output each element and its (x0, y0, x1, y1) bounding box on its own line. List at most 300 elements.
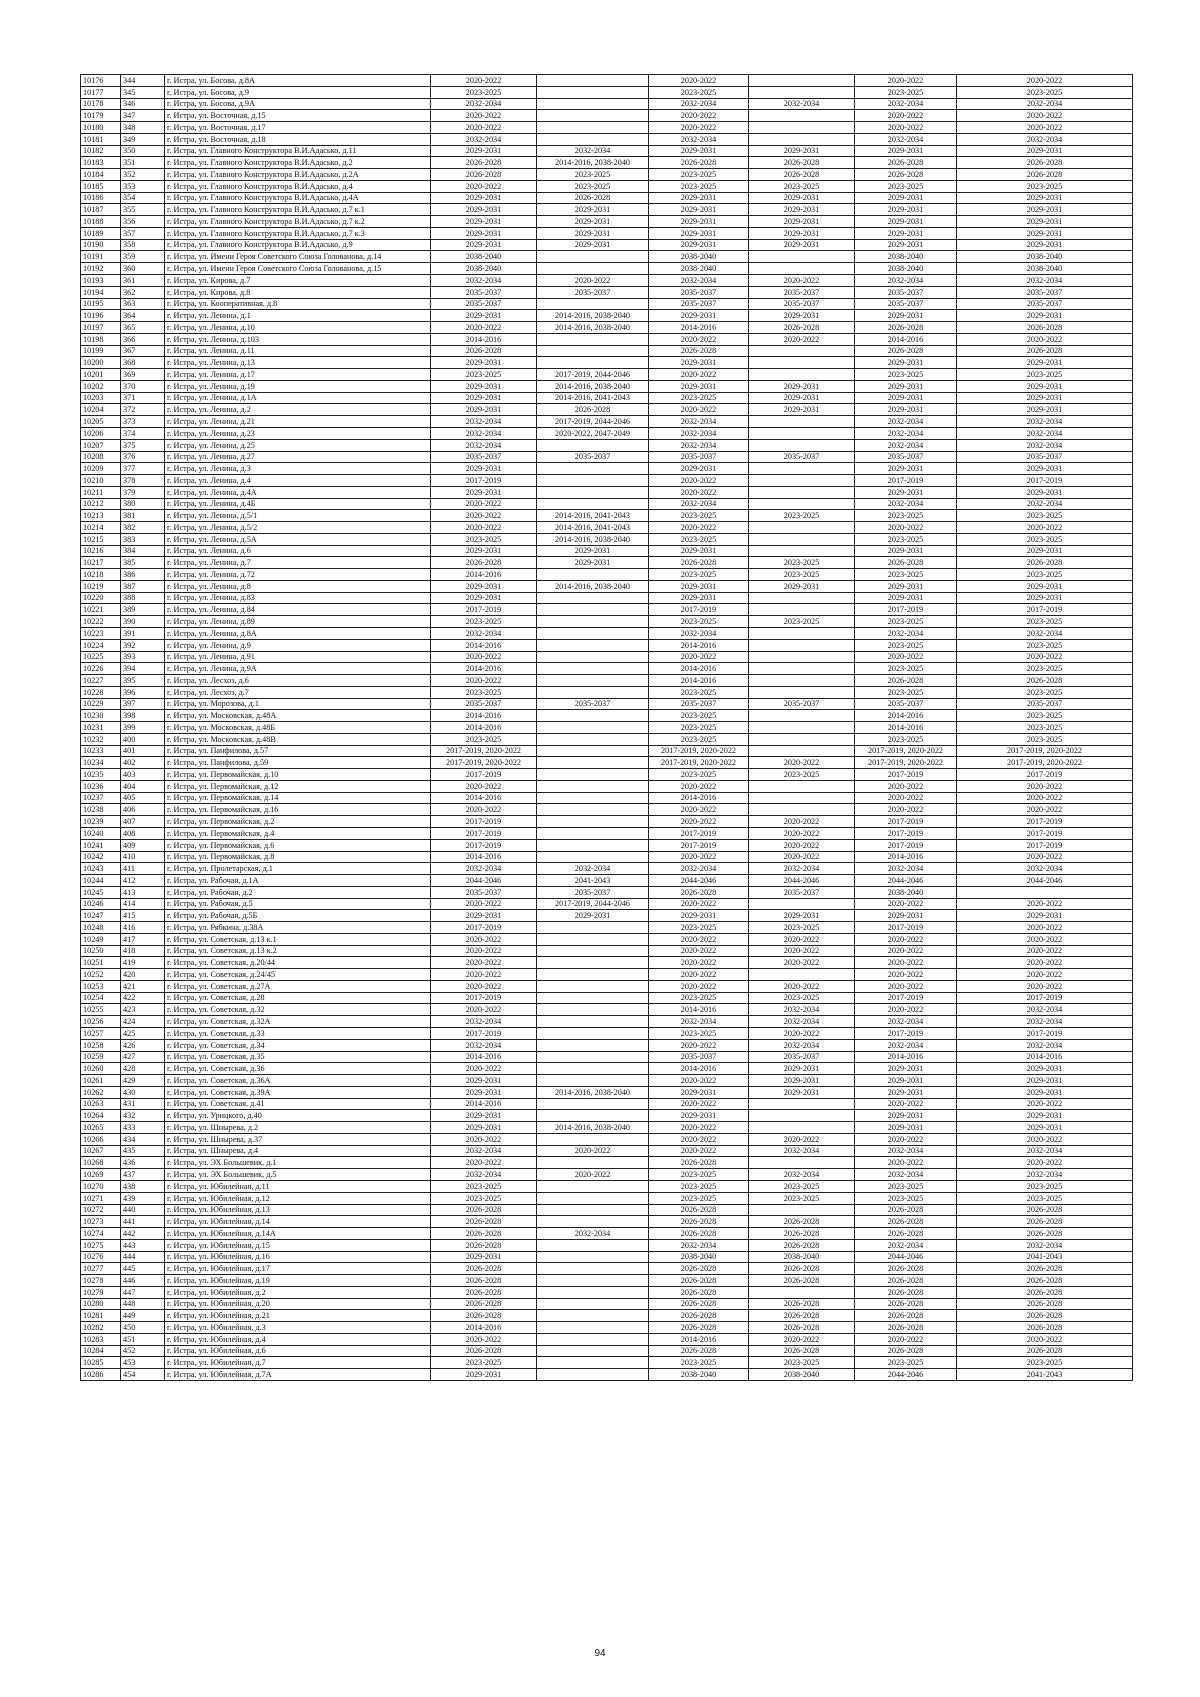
table-cell: 2029-2031 (649, 310, 749, 322)
table-cell: 2029-2031 (957, 357, 1133, 369)
table-cell: 2035-2037 (537, 698, 649, 710)
table-cell (749, 745, 855, 757)
table-cell: 2023-2025 (649, 733, 749, 745)
table-row (81, 298, 1133, 310)
table-cell: 2029-2031 (431, 380, 537, 392)
table-cell: 2017-2019 (431, 475, 537, 487)
table-cell: 2029-2031 (855, 1075, 957, 1087)
table-cell: г. Истра, ул. Босова, д.8А (165, 75, 431, 87)
table-cell: 2032-2034 (855, 416, 957, 428)
table-cell: 2026-2028 (431, 1263, 537, 1275)
table-row (81, 380, 1133, 392)
table-cell (537, 1098, 649, 1110)
table-cell: 2020-2022 (431, 651, 537, 663)
table-row (81, 1180, 1133, 1192)
table-cell: 10179 (81, 110, 121, 122)
table-row (81, 310, 1133, 322)
table-cell: 2017-2019, 2020-2022 (855, 745, 957, 757)
table-cell: г. Истра, ул. Ленина, д.8А (165, 627, 431, 639)
table-cell: 414 (121, 898, 165, 910)
table-cell: 2029-2031 (855, 592, 957, 604)
table-cell: 2029-2031 (855, 1110, 957, 1122)
table-cell: 10273 (81, 1216, 121, 1228)
table-cell: г. Истра, ул. Восточная, д.15 (165, 110, 431, 122)
table-cell: 2029-2031 (749, 404, 855, 416)
table-row (81, 1086, 1133, 1098)
table-cell: 422 (121, 992, 165, 1004)
table-cell: 10238 (81, 804, 121, 816)
table-cell: 2032-2034 (649, 427, 749, 439)
table-cell: 2029-2031 (855, 227, 957, 239)
table-cell: г. Истра, ул. Главного Конструктора В.И.Адасько, д.2 (165, 157, 431, 169)
table-row (81, 910, 1133, 922)
table-cell: 2023-2025 (957, 722, 1133, 734)
table-cell: 2044-2046 (855, 1251, 957, 1263)
table-cell: 2020-2022 (957, 522, 1133, 534)
table-cell: 364 (121, 310, 165, 322)
table-cell: 2029-2031 (957, 1110, 1133, 1122)
table-cell: 402 (121, 757, 165, 769)
table-cell: 2032-2034 (649, 1239, 749, 1251)
table-row (81, 898, 1133, 910)
table-cell: 2014-2016 (649, 322, 749, 334)
table-cell: 2026-2028 (431, 1310, 537, 1322)
table-cell: 2023-2025 (649, 169, 749, 181)
table-cell: 2029-2031 (431, 463, 537, 475)
table-cell: 2035-2037 (431, 886, 537, 898)
table-cell: 2029-2031 (431, 910, 537, 922)
table-cell: 2029-2031 (537, 545, 649, 557)
table-cell: 2035-2037 (537, 451, 649, 463)
table-cell: 10244 (81, 875, 121, 887)
table-cell: 2020-2022 (855, 933, 957, 945)
table-cell: г. Истра, ул. Советская, д.32А (165, 1016, 431, 1028)
table-cell: г. Истра, ул. Первомайская, д.12 (165, 780, 431, 792)
table-cell: г. Истра, ул. Советская, д.39А (165, 1086, 431, 1098)
table-cell (537, 804, 649, 816)
table-cell: 2032-2034 (855, 498, 957, 510)
table-cell: 370 (121, 380, 165, 392)
table-cell: 2029-2031 (537, 239, 649, 251)
table-cell: 449 (121, 1310, 165, 1322)
table-row (81, 569, 1133, 581)
table-row (81, 851, 1133, 863)
table-cell (537, 263, 649, 275)
table-cell (749, 604, 855, 616)
table-cell: 10252 (81, 969, 121, 981)
table-cell: 10275 (81, 1239, 121, 1251)
table-cell: 2020-2022 (749, 1333, 855, 1345)
table-cell: 444 (121, 1251, 165, 1263)
table-cell: 2032-2034 (749, 863, 855, 875)
table-cell: 2035-2037 (957, 698, 1133, 710)
table-cell: 10271 (81, 1192, 121, 1204)
table-cell: 10276 (81, 1251, 121, 1263)
table-cell: 2029-2031 (537, 557, 649, 569)
table-cell: 2026-2028 (957, 322, 1133, 334)
table-cell: 2014-2016 (649, 1004, 749, 1016)
table-cell: 2020-2022 (855, 1157, 957, 1169)
table-cell: 10239 (81, 816, 121, 828)
table-cell (537, 110, 649, 122)
table-cell: 2017-2019, 2020-2022 (957, 745, 1133, 757)
table-cell: 2032-2034 (957, 416, 1133, 428)
table-cell: г. Истра, ул. Юбилейная, д.16 (165, 1251, 431, 1263)
table-cell: 2023-2025 (855, 533, 957, 545)
table-cell: 2020-2022 (749, 828, 855, 840)
table-cell: 2023-2025 (649, 686, 749, 698)
table-cell: 2029-2031 (957, 545, 1133, 557)
table-cell: 2020-2022 (749, 945, 855, 957)
table-cell: 2023-2025 (957, 569, 1133, 581)
table-cell: 2023-2025 (431, 1357, 537, 1369)
table-cell: 10221 (81, 604, 121, 616)
table-row (81, 451, 1133, 463)
table-cell: 2032-2034 (957, 98, 1133, 110)
table-cell: 2035-2037 (537, 286, 649, 298)
table-cell: 10251 (81, 957, 121, 969)
table-cell: 2029-2031 (855, 204, 957, 216)
table-cell: 10286 (81, 1369, 121, 1381)
table-cell: 2020-2022 (431, 180, 537, 192)
table-cell: 10278 (81, 1275, 121, 1287)
table-cell: 2020-2022 (957, 122, 1133, 134)
table-cell (749, 969, 855, 981)
table-cell: г. Истра, ул. Ленина, д.8 (165, 580, 431, 592)
table-cell: 2029-2031 (431, 1369, 537, 1381)
table-cell: 10223 (81, 627, 121, 639)
table-cell: 2014-2016, 2041-2043 (537, 522, 649, 534)
table-cell: 2014-2016 (649, 1333, 749, 1345)
table-cell: г. Истра, ул. Рабочая, д.1А (165, 875, 431, 887)
table-cell (537, 922, 649, 934)
table-cell: 10197 (81, 322, 121, 334)
table-cell: 411 (121, 863, 165, 875)
table-cell: 2017-2019 (855, 816, 957, 828)
table-row (81, 616, 1133, 628)
table-cell: г. Истра, ул. Первомайская, д.2 (165, 816, 431, 828)
table-cell: 2032-2034 (649, 275, 749, 287)
table-row (81, 957, 1133, 969)
table-cell: г. Истра, ул. Ленина, д.4 (165, 475, 431, 487)
table-cell: 2017-2019 (957, 604, 1133, 616)
table-cell (749, 627, 855, 639)
table-cell: 2014-2016, 2038-2040 (537, 380, 649, 392)
table-cell (537, 639, 649, 651)
table-row (81, 286, 1133, 298)
table-cell: 360 (121, 263, 165, 275)
table-cell: 2020-2022 (649, 945, 749, 957)
table-cell: 2023-2025 (649, 392, 749, 404)
table-cell: 2023-2025 (957, 1357, 1133, 1369)
table-cell (537, 992, 649, 1004)
table-cell: 376 (121, 451, 165, 463)
table-cell: г. Истра, ул. Советская, д.28 (165, 992, 431, 1004)
table-cell: 374 (121, 427, 165, 439)
table-cell (537, 969, 649, 981)
table-cell: 434 (121, 1133, 165, 1145)
table-cell: г. Истра, ул. Ленина, д.25 (165, 439, 431, 451)
table-cell: г. Истра, ул. Ленина, д.6 (165, 545, 431, 557)
table-cell: 2032-2034 (957, 439, 1133, 451)
table-cell: 2029-2031 (749, 145, 855, 157)
table-cell: 2020-2022, 2047-2049 (537, 427, 649, 439)
table-cell (537, 933, 649, 945)
table-cell: 2023-2025 (749, 616, 855, 628)
table-cell (537, 1180, 649, 1192)
table-cell: 2026-2028 (431, 1228, 537, 1240)
table-cell: 2029-2031 (855, 463, 957, 475)
table-cell: г. Истра, ул. Ленина, д.2 (165, 404, 431, 416)
table-cell: 10265 (81, 1122, 121, 1134)
table-cell (537, 345, 649, 357)
table-cell (749, 122, 855, 134)
table-cell: 2029-2031 (957, 580, 1133, 592)
table-cell: 10211 (81, 486, 121, 498)
table-cell: 10202 (81, 380, 121, 392)
table-cell: 2023-2025 (855, 86, 957, 98)
table-cell: 2020-2022 (957, 969, 1133, 981)
table-cell: 10192 (81, 263, 121, 275)
table-cell: 2020-2022 (855, 1098, 957, 1110)
table-cell: 2023-2025 (649, 1028, 749, 1040)
table-cell: 345 (121, 86, 165, 98)
table-cell: 2026-2028 (649, 557, 749, 569)
table-cell: 2026-2028 (749, 1345, 855, 1357)
table-cell: 2032-2034 (957, 1016, 1133, 1028)
table-cell: 2035-2037 (431, 298, 537, 310)
table-cell: г. Истра, ул. Первомайская, д.4 (165, 828, 431, 840)
table-cell: 2020-2022 (855, 957, 957, 969)
table-cell: 2032-2034 (649, 416, 749, 428)
table-cell: 2020-2022 (957, 1157, 1133, 1169)
table-cell: 2020-2022 (855, 898, 957, 910)
table-row (81, 369, 1133, 381)
table-row (81, 204, 1133, 216)
table-cell: 2020-2022 (957, 851, 1133, 863)
table-cell: 2023-2025 (749, 1180, 855, 1192)
table-cell: 2023-2025 (855, 510, 957, 522)
table-cell: 2020-2022 (749, 275, 855, 287)
table-cell: 2032-2034 (957, 1239, 1133, 1251)
table-cell: г. Истра, ул. Шнырева, д.4 (165, 1145, 431, 1157)
table-cell: 10268 (81, 1157, 121, 1169)
table-cell: 2029-2031 (431, 1110, 537, 1122)
table-cell (537, 663, 649, 675)
table-cell: 10210 (81, 475, 121, 487)
table-cell: 10257 (81, 1028, 121, 1040)
table-cell: 450 (121, 1322, 165, 1334)
table-cell: 2020-2022 (431, 110, 537, 122)
table-cell: 405 (121, 792, 165, 804)
table-cell: 2023-2025 (649, 86, 749, 98)
table-cell: 2026-2028 (855, 1204, 957, 1216)
table-row (81, 86, 1133, 98)
table-cell: 2029-2031 (431, 404, 537, 416)
table-cell: 2029-2031 (855, 1063, 957, 1075)
table-cell: 2020-2022 (431, 1333, 537, 1345)
table-row (81, 1051, 1133, 1063)
table-cell: 10178 (81, 98, 121, 110)
table-row (81, 886, 1133, 898)
table-cell (537, 733, 649, 745)
table-cell: 2017-2019 (431, 769, 537, 781)
table-row (81, 110, 1133, 122)
table-cell: 2014-2016 (431, 710, 537, 722)
table-cell: 2029-2031 (431, 486, 537, 498)
table-cell: 2020-2022 (855, 110, 957, 122)
table-cell: 2020-2022 (649, 522, 749, 534)
table-cell: 352 (121, 169, 165, 181)
table-cell: 2017-2019 (431, 1028, 537, 1040)
table-cell: 10189 (81, 227, 121, 239)
table-cell: 10243 (81, 863, 121, 875)
table-cell: 408 (121, 828, 165, 840)
table-cell: 2020-2022 (649, 957, 749, 969)
table-cell: 2026-2028 (537, 192, 649, 204)
table-cell (537, 957, 649, 969)
table-cell (749, 533, 855, 545)
table-cell: г. Истра, ул. Ленина, д.83 (165, 592, 431, 604)
table-cell: 2029-2031 (957, 404, 1133, 416)
table-cell: 2026-2028 (855, 1228, 957, 1240)
table-cell (537, 498, 649, 510)
table-row (81, 322, 1133, 334)
table-cell: 2023-2025 (957, 710, 1133, 722)
table-cell: г. Истра, ул. Восточная, д.18 (165, 133, 431, 145)
table-cell: 348 (121, 122, 165, 134)
table-cell: 10193 (81, 275, 121, 287)
table-cell: 2026-2028 (957, 157, 1133, 169)
table-cell: 383 (121, 533, 165, 545)
table-cell: 2020-2022 (537, 275, 649, 287)
table-cell: 2023-2025 (649, 922, 749, 934)
table-row (81, 686, 1133, 698)
table-cell: г. Истра, ул. Ленина, д.11 (165, 345, 431, 357)
table-row (81, 722, 1133, 734)
table-cell: 2029-2031 (957, 310, 1133, 322)
table-cell: 2020-2022 (649, 1039, 749, 1051)
table-cell: 2020-2022 (957, 804, 1133, 816)
table-cell: 440 (121, 1204, 165, 1216)
table-cell: 447 (121, 1286, 165, 1298)
table-cell: 2029-2031 (855, 216, 957, 228)
table-cell (537, 627, 649, 639)
table-cell: г. Истра, ул. Советская, д.24/45 (165, 969, 431, 981)
table-cell: 2026-2028 (431, 1298, 537, 1310)
table-cell: 2017-2019 (855, 604, 957, 616)
table-cell (749, 792, 855, 804)
table-cell: 2026-2028 (649, 1286, 749, 1298)
table-cell: 2029-2031 (537, 910, 649, 922)
table-cell: г. Истра, ул. Ленина, д.9 (165, 639, 431, 651)
table-cell: г. Истра, ул. Ленина, д.27 (165, 451, 431, 463)
table-cell: 2026-2028 (855, 1263, 957, 1275)
table-cell: 2014-2016, 2038-2040 (537, 580, 649, 592)
table-cell (749, 733, 855, 745)
table-cell (537, 569, 649, 581)
table-cell: г. Истра, ул. Юбилейная, д.7 (165, 1357, 431, 1369)
table-cell: 2017-2019, 2044-2046 (537, 369, 649, 381)
table-cell: 2014-2016, 2038-2040 (537, 1086, 649, 1098)
table-cell: 433 (121, 1122, 165, 1134)
table-cell: 2029-2031 (855, 310, 957, 322)
table-cell: 2020-2022 (431, 898, 537, 910)
table-cell: 2026-2028 (431, 1239, 537, 1251)
table-cell: г. Истра, ул. Главного Конструктора В.И.Адасько, д.2А (165, 169, 431, 181)
table-cell (537, 298, 649, 310)
table-row (81, 533, 1133, 545)
table-cell (537, 616, 649, 628)
table-cell: г. Истра, ул. Московская, д.48В (165, 733, 431, 745)
table-cell: г. Истра, ул. Босова, д.9А (165, 98, 431, 110)
table-row (81, 1098, 1133, 1110)
table-cell: 2029-2031 (649, 592, 749, 604)
table-cell: 2020-2022 (957, 1133, 1133, 1145)
table-cell (537, 1192, 649, 1204)
table-cell (749, 710, 855, 722)
table-cell: 2038-2040 (957, 263, 1133, 275)
table-cell: 2026-2028 (855, 675, 957, 687)
table-cell: 443 (121, 1239, 165, 1251)
table-cell: 2032-2034 (431, 427, 537, 439)
table-cell: г. Истра, ул. ЭХ Большевик, д.5 (165, 1169, 431, 1181)
table-cell: 2032-2034 (855, 427, 957, 439)
table-cell (537, 1157, 649, 1169)
table-cell: 2023-2025 (855, 686, 957, 698)
table-cell: 2020-2022 (957, 75, 1133, 87)
table-cell: 2035-2037 (431, 286, 537, 298)
table-cell: г. Истра, ул. Шнырева, д.2 (165, 1122, 431, 1134)
table-cell: 2020-2022 (957, 651, 1133, 663)
table-cell: 10258 (81, 1039, 121, 1051)
table-cell: 2026-2028 (431, 169, 537, 181)
table-cell: 2023-2025 (957, 533, 1133, 545)
table-cell (537, 686, 649, 698)
table-cell: г. Истра, ул. Ленина, д.9А (165, 663, 431, 675)
table-cell: 2032-2034 (431, 1039, 537, 1051)
table-cell (537, 1063, 649, 1075)
table-cell: г. Истра, ул. Юбилейная, д.15 (165, 1239, 431, 1251)
table-cell: 2023-2025 (649, 616, 749, 628)
table-cell (749, 780, 855, 792)
table-cell: г. Истра, ул. Панфилова, д.57 (165, 745, 431, 757)
table-cell: 453 (121, 1357, 165, 1369)
table-cell: г. Истра, ул. Юбилейная, д.7А (165, 1369, 431, 1381)
table-cell: 10191 (81, 251, 121, 263)
table-cell: 431 (121, 1098, 165, 1110)
table-cell: 373 (121, 416, 165, 428)
table-cell: 2017-2019, 2020-2022 (649, 745, 749, 757)
table-cell (537, 1251, 649, 1263)
table-cell: 2035-2037 (649, 298, 749, 310)
table-cell: 2029-2031 (855, 1086, 957, 1098)
table-row (81, 1016, 1133, 1028)
table-cell: 2017-2019, 2044-2046 (537, 898, 649, 910)
table-row (81, 839, 1133, 851)
table-cell: 355 (121, 204, 165, 216)
table-cell: 2020-2022 (957, 333, 1133, 345)
table-cell: 2029-2031 (957, 227, 1133, 239)
table-cell: 2020-2022 (649, 475, 749, 487)
table-cell: 2029-2031 (957, 1122, 1133, 1134)
table-cell: 2032-2034 (855, 627, 957, 639)
table-cell: 378 (121, 475, 165, 487)
table-cell: 10213 (81, 510, 121, 522)
table-cell: 10186 (81, 192, 121, 204)
table-cell: 2023-2025 (957, 733, 1133, 745)
table-row (81, 345, 1133, 357)
